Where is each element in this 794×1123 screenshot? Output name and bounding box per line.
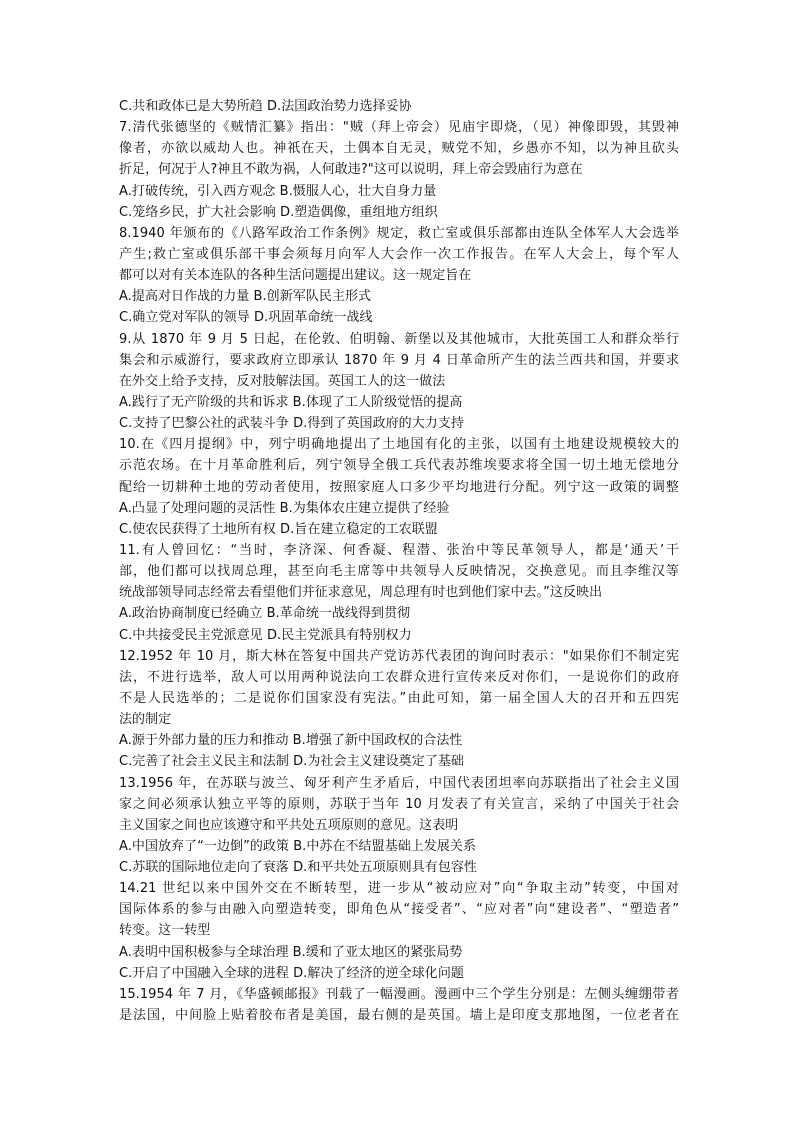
text-line: 配给一切耕种土地的劳动者使用，按照家庭人口多少平均地进行分配。列宁这一政策的调整 bbox=[119, 479, 679, 495]
text-line: 是法国，中间脸上贴着胶布者是美国，最右侧的是英国。墙上是印度支那地图，一位老者在 bbox=[119, 1008, 679, 1024]
question-text-block bbox=[119, 96, 679, 1026]
text-line: C.开启了中国融入全球的进程 D.解决了经济的逆全球化问题 bbox=[119, 965, 464, 981]
text-line: 13.1956 年，在苏联与波兰、匈牙利产生矛盾后，中国代表团坦率向苏联指出了社会主义国 bbox=[119, 775, 679, 791]
text-line: C.完善了社会主义民主和法制 D.为社会主义建设奠定了基础 bbox=[119, 754, 464, 770]
text-line: 法，不进行选举，敌人可以用两种说法向工农群众进行宣传来反对你们，一是说你们的政府 bbox=[119, 669, 679, 685]
text-line: 15.1954 年 7 月，《华盛顿邮报》刊载了一幅漫画。漫画中三个学生分别是：左侧头缠绷带者 bbox=[119, 986, 679, 1002]
text-line: 像者，亦欲以威劫人也。神祇在天，土偶本自无灵，贼党不知，乡愚亦不知，以为神且砍头 bbox=[119, 141, 679, 157]
text-line: 9.从 1870 年 9 月 5 日起，在伦敦、伯明翰、新堡以及其他城市，大批英国工人和群众举行 bbox=[119, 331, 679, 347]
text-line: 7.清代张德坚的《贼情汇纂》指出："贼（拜上帝会）见庙宇即烧，（见）神像即毁，其毁神 bbox=[119, 120, 679, 136]
text-line: 部，他们都可以找周总理，甚至向毛主席等中共领导人反映情况，交换意见。而且李维汉等 bbox=[119, 564, 679, 580]
text-line: 11.有人曾回忆：“当时，李济深、何香凝、程潜、张治中等民革领导人，都是‘通天’干 bbox=[119, 542, 679, 558]
text-line: 产生;救亡室或俱乐部干事会须每月向军人大会作一次工作报告。在军人大会上，每个军人 bbox=[119, 246, 679, 262]
text-line: 家之间必须承认独立平等的原则，苏联于当年 10 月发表了有关宣言，采纳了中国关于社会 bbox=[119, 796, 679, 812]
text-line: A.提高对日作战的力量 B.创新军队民主形式 bbox=[119, 289, 372, 305]
text-line: 14.21 世纪以来中国外交在不断转型，进一步从“被动应对”向“争取主动”转变，中国对 bbox=[119, 881, 679, 897]
text-line: 都可以对有关本连队的各种生活问题提出建议。这一规定旨在 bbox=[119, 268, 472, 284]
text-line: 不是人民选举的；二是说你们国家没有宪法。”由此可知，第一届全国人大的召开和五四宪 bbox=[119, 690, 679, 706]
text-line: 集会和示威游行，要求政府立即承认 1870 年 9 月 4 日革命所产生的法兰西共和国，并要求 bbox=[119, 352, 679, 368]
text-line: A.打破传统，引入西方观念 B.慑服人心，壮大自身力量 bbox=[119, 183, 437, 199]
text-line: 12.1952 年 10 月，斯大林在答复中国共产党访苏代表团的询问时表示："如果你们不制定宪 bbox=[119, 648, 679, 664]
text-line: 在外交上给予支持，反对肢解法国。英国工人的这一做法 bbox=[119, 373, 446, 389]
text-line: A.凸显了处理问题的灵活性 B.为集体农庄建立提供了经验 bbox=[119, 500, 450, 516]
text-line: 法的制定 bbox=[119, 712, 172, 728]
text-line: C.共和政体已是大势所趋 D.法国政治势力选择妥协 bbox=[119, 99, 412, 114]
text-line: C.使农民获得了土地所有权 D.旨在建立稳定的工农联盟 bbox=[119, 521, 438, 537]
text-line: C.支持了巴黎公社的武装斗争 D.得到了英国政府的大力支持 bbox=[119, 416, 464, 432]
text-line: A.践行了无产阶级的共和诉求 B.体现了工人阶级觉悟的提高 bbox=[119, 394, 463, 410]
text-line: A.政治协商制度已经确立 B.革命统一战线得到贯彻 bbox=[119, 606, 411, 622]
text-line: C.确立党对军队的领导 D.巩固革命统一战线 bbox=[119, 310, 373, 326]
text-line: C.苏联的国际地位走向了衰落 D.和平共处五项原则具有包容性 bbox=[119, 860, 477, 876]
text-line: A.源于外部力量的压力和推动 B.增强了新中国政权的合法性 bbox=[119, 733, 463, 749]
text-line: 统战部领导同志经常去看望他们并征求意见，周总理有时也到他们家中去。”这反映出 bbox=[119, 585, 603, 601]
text-line: C.笼络乡民，扩大社会影响 D.塑造偶像，重组地方组织 bbox=[119, 204, 438, 220]
text-line: 8.1940 年颁布的《八路军政治工作条例》规定，救亡室或俱乐部都由连队全体军人大会选举 bbox=[119, 225, 679, 241]
text-line: A.表明中国积极参与全球治理 B.缓和了亚太地区的紧张局势 bbox=[119, 944, 463, 960]
text-line: 国际体系的参与由融入向塑造转变，即角色从“接受者”、“应对者”向“建设者”、“塑造者” bbox=[119, 902, 679, 918]
text-line: 主义国家之间也应该遵守和平共处五项原则的意见。这表明 bbox=[119, 817, 459, 833]
text-line: 转变。这一转型 bbox=[119, 923, 211, 939]
text-line: 10.在《四月提纲》中，列宁明确地提出了土地国有化的主张，以国有土地建设规模较大的 bbox=[119, 437, 679, 453]
text-line: 示范农场。在十月革命胜利后，列宁领导全俄工兵代表苏维埃要求将全国一切土地无偿地分 bbox=[119, 458, 679, 474]
text-line: 折足，何况于人?神且不敢为祸，人何敢违?"这可以说明，拜上帝会毁庙行为意在 bbox=[119, 162, 583, 178]
text-line: A.中国放弃了“一边倒”的政策 B.中苏在不结盟基础上发展关系 bbox=[119, 838, 476, 854]
text-line: C.中共接受民主党派意见 D.民主党派具有特别权力 bbox=[119, 627, 412, 643]
